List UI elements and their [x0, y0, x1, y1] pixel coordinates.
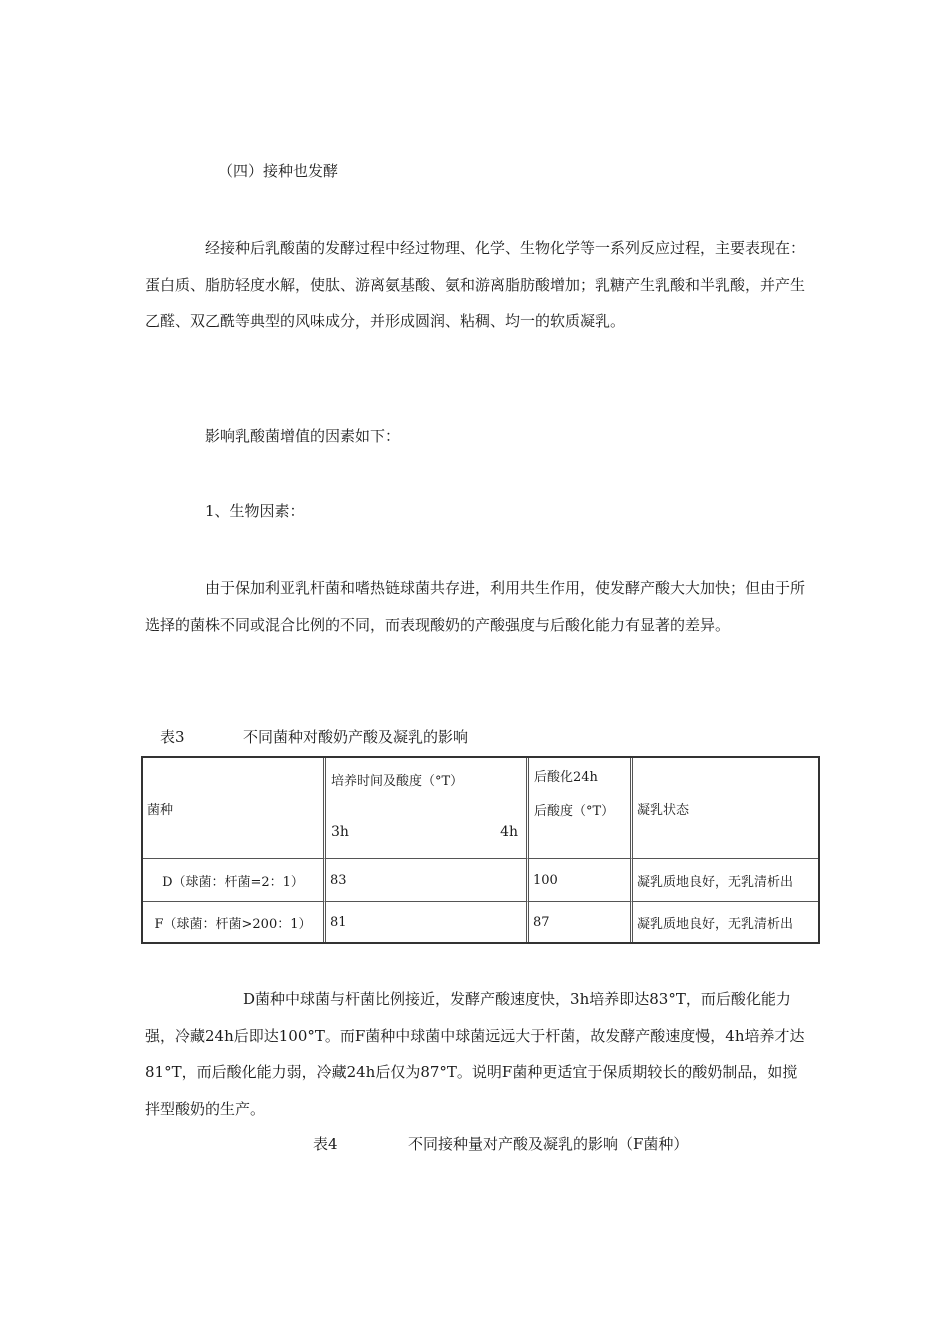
paragraph-fermentation-text: 经接种后乳酸菌的发酵过程中经过物理、化学、生物化学等一系列反应过程，主要表现在：蛋白质、脂肪轻度水解，使肽、游离氨基酸、氨和游离脂肪酸增加；乳糖产生乳酸和半乳酸，并产生乙醛、双乙酰等典型的风味成分，并形成圆润、粘稠、均一的软质凝乳。 [145, 239, 806, 330]
row-f-strain: F（球菌：杆菌>200：1） [143, 902, 326, 942]
header-time-acidity [326, 758, 529, 859]
paragraph-factors: 影响乳酸菌增值的因素如下： [205, 427, 401, 445]
table3-caption-number: 表3 [160, 728, 185, 746]
paragraph-fermentation [145, 230, 805, 340]
header-strain: 菌种 [143, 758, 326, 859]
table4-caption-title: 不同接种量对产酸及凝乳的影响（F菌种） [408, 1135, 689, 1153]
row-d-curd: 凝乳质地良好，无乳清析出 [633, 859, 818, 902]
paragraph-symbiosis [145, 570, 805, 643]
row-d-post: 100 [529, 859, 633, 902]
table-row [143, 859, 818, 902]
row-f-curd: 凝乳质地良好，无乳清析出 [637, 916, 794, 932]
table3 [141, 756, 820, 944]
header-post-acidity [529, 758, 633, 859]
row-d-acidity: 83 [326, 859, 529, 902]
header-4h: 4h [500, 824, 518, 840]
table-row [143, 902, 818, 942]
row-f-post: 87 [529, 902, 633, 942]
header-post-line2: 后酸度（°T） [534, 804, 615, 819]
paragraph-biological: 1、生物因素： [205, 502, 305, 520]
paragraph-comparison [145, 981, 805, 1127]
row-f-acidity: 81 [326, 902, 529, 942]
table3-header-row [143, 758, 818, 859]
table4-caption-number: 表4 [313, 1135, 338, 1153]
paragraph-comparison-text: D菌种中球菌与杆菌比例接近，发酵产酸速度快，3h培养即达83°T，而后酸化能力强，冷藏24h后即达100°T。而F菌种中球菌中球菌远远大于杆菌，故发酵产酸速度慢，4h培养才达81°T，而后酸化能力弱，冷藏24h后仅为87°T。说明F菌种更适宜于保质期较长的酸奶制品，如搅拌型酸奶的生产。 [145, 990, 805, 1118]
paragraph-symbiosis-text: 由于保加利亚乳杆菌和嗜热链球菌共存进，利用共生作用，使发酵产酸大大加快；但由于所选择的菌株不同或混合比例的不同，而表现酸奶的产酸强度与后酸化能力有显著的差异。 [145, 579, 806, 634]
header-post-line1: 后酸化24h [534, 770, 598, 785]
table3-caption-title: 不同菌种对酸奶产酸及凝乳的影响 [243, 728, 469, 746]
header-time-acidity-label: 培养时间及酸度（°T） [331, 774, 464, 789]
section-heading: （四）接种也发酵 [218, 162, 339, 180]
header-3h: 3h [331, 824, 349, 840]
header-curd: 凝乳状态 [633, 758, 818, 859]
row-d-strain: D（球菌：杆菌=2：1） [143, 859, 326, 902]
